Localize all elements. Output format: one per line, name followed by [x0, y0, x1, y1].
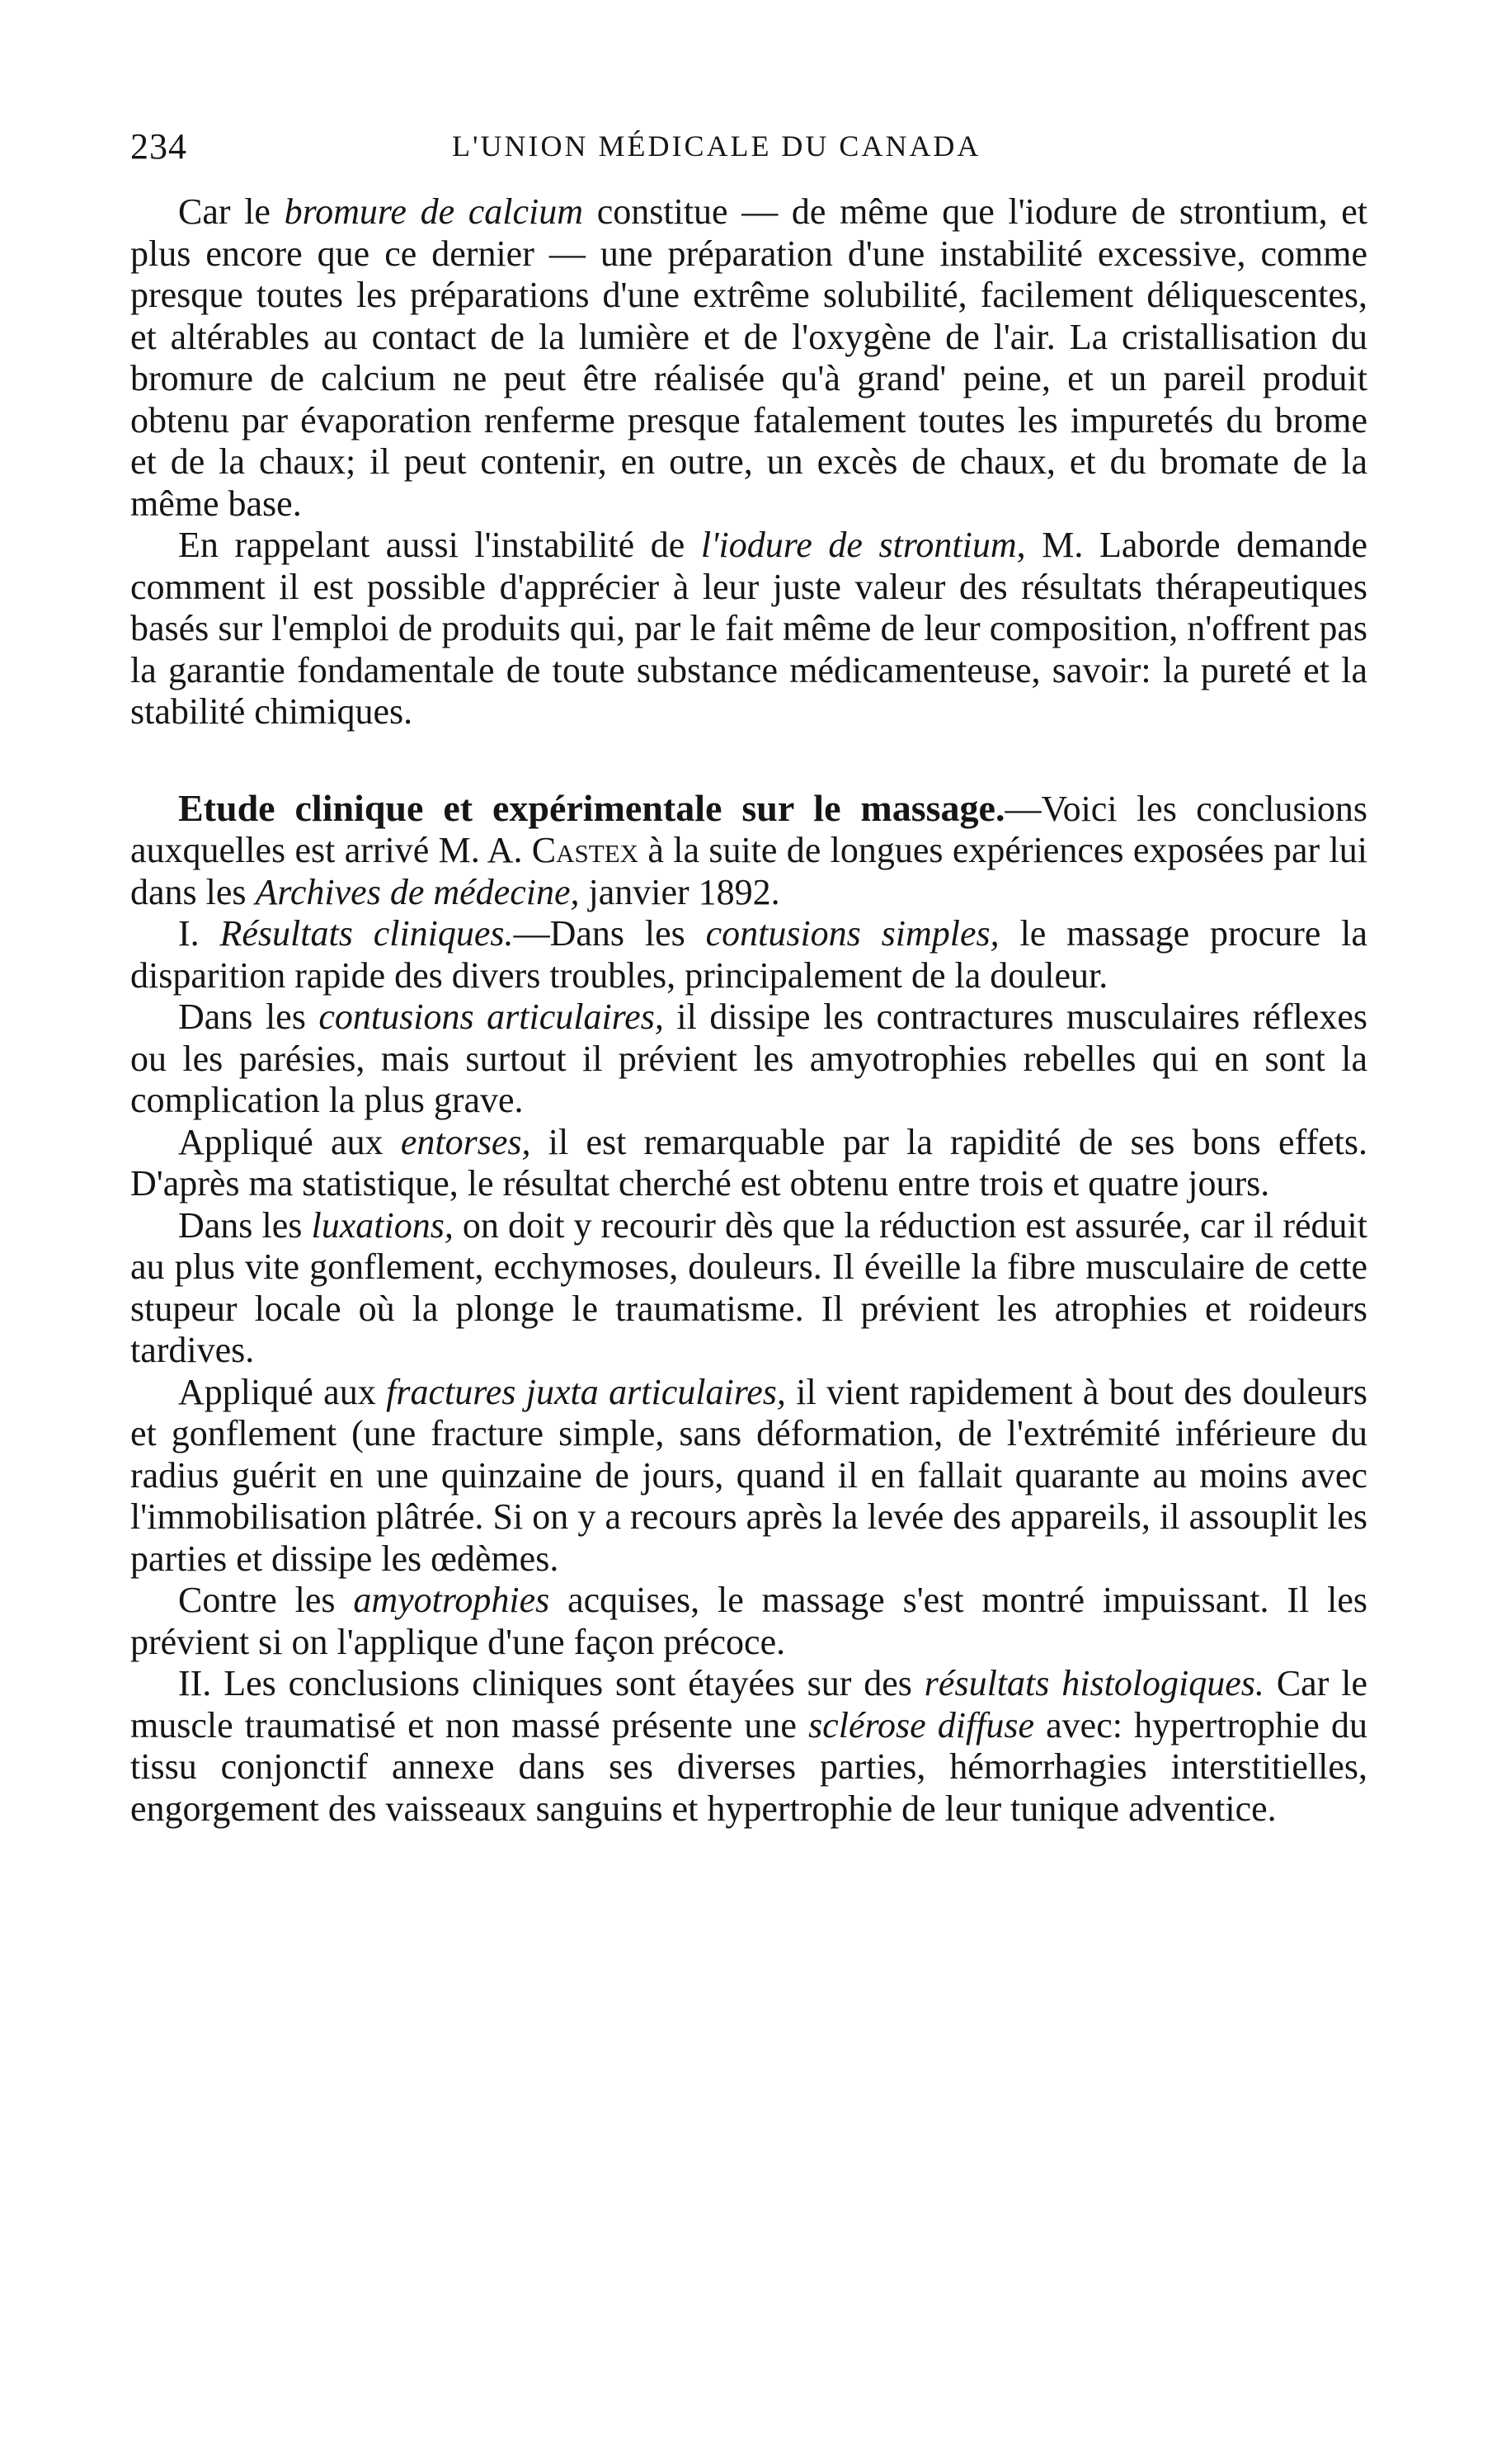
paragraph-entorses — [130, 1122, 1367, 1205]
text-run: à la suite de longues expériences exposées par lui dans les — [130, 830, 1367, 912]
emphasis: sclérose diffuse — [808, 1704, 1035, 1746]
text-run: il est remarquable par la rapidité de ses bons effets. D'après ma statistique, le résultat cherché est obtenu entre trois et quatre jours. — [130, 1121, 1367, 1204]
text-run: Car le muscle traumatisé et non massé présente une — [130, 1663, 1367, 1746]
text-run: il vient rapidement à bout des douleurs et gonflement (une fracture simple, sans déformation, de l'extrémité inférieure du radius guérit en une quinzaine de jours, quand il en fallait quarante au moins avec l'immobilisation plâtrée. Si on y a recours après la levée des appareils, il assouplit les parties et dissipe les œdèmes. — [130, 1371, 1367, 1579]
emphasis: l'iodure de strontium — [700, 525, 1017, 565]
paragraph-resultats-histologiques — [130, 1663, 1367, 1830]
text-run: Appliqué aux — [178, 1121, 401, 1162]
text-run: , M. Laborde demande comment il est possible d'apprécier à leur juste valeur des résultats thérapeutiques basés sur l'emploi de produits qui, par le fait même de leur composition, n'offrent pas la garantie fondamentale de toute substance médicamenteuse, savoir: la pureté et la stabilité chimiques. — [130, 525, 1367, 732]
text-run: Dans les — [178, 996, 319, 1037]
body-text — [130, 191, 1367, 1830]
running-title: L'UNION MÉDICALE DU CANADA — [452, 130, 981, 163]
paragraph-laborde — [130, 525, 1367, 733]
emphasis: contusions simples, — [705, 913, 1000, 954]
emphasis: entorses, — [400, 1121, 531, 1162]
emphasis: amyotrophies — [353, 1580, 550, 1620]
page-header — [130, 125, 1367, 175]
paragraph-fractures — [130, 1372, 1367, 1581]
text-run: En rappelant aussi l'instabilité de — [178, 525, 701, 565]
text-run: acquises, le massage s'est montré impuissant. Il les prévient si on l'applique d'une façon précoce. — [130, 1580, 1367, 1662]
journal-title: Archives de médecine, — [255, 871, 580, 912]
text-run: janvier 1892. — [579, 871, 780, 912]
text-run: —Dans les — [513, 913, 706, 954]
text-run: il dissipe les contractures musculaires réflexes ou les parésies, mais surtout il prévient les amyotrophies rebelles qui en sont la complication la plus grave. — [130, 996, 1367, 1120]
text-run: Appliqué aux — [178, 1371, 387, 1412]
text-run: Contre les — [178, 1580, 354, 1620]
text-run: I. — [178, 913, 220, 954]
text-run: —Voici les conclusions auxquelles est arrivé M. A. — [130, 788, 1368, 870]
paragraph-luxations — [130, 1205, 1367, 1372]
emphasis: luxations, — [311, 1204, 454, 1246]
text-run: constitue — de même que l'iodure de strontium, et plus encore que ce dernier — une préparation d'une instabilité excessive, comme presque toutes les préparations d'une extrême solubilité, facilement déliquescentes, et altérables au contact de la lumière et de l'oxygène de l'air. La cristallisation du bromure de calcium ne peut être réalisée qu'à grand' peine, et un pareil produit obtenu par évaporation renferme presque fatalement toutes les impuretés du brome et de la chaux; il peut contenir, en outre, un excès de chaux, et du bromate de la même base. — [130, 191, 1367, 524]
paragraph-contusions-articulaires — [130, 996, 1367, 1122]
emphasis: contusions articulaires, — [318, 996, 664, 1037]
text-run: le massage procure la disparition rapide des divers troubles, principalement de la douleur. — [130, 913, 1367, 996]
text-run: on doit y recourir dès que la réduction est assurée, car il réduit au plus vite gonflement, ecchymoses, douleurs. Il éveille la fibre musculaire de cette stupeur locale où la plonge le traumatisme. Il prévient les atrophies et roideurs tardives. — [130, 1204, 1367, 1370]
text-run: Dans les — [178, 1204, 312, 1246]
text-run: Car le — [178, 191, 285, 232]
text-run: II. Les conclusions cliniques sont étayées sur des — [178, 1663, 925, 1703]
page-number: 234 — [130, 126, 187, 167]
text-run: avec: hypertrophie du tissu conjonctif annexe dans ses diverses parties, hémorrhagies interstitielles, engorgement des vaisseaux sanguins et hypertrophie de leur tunique adventice. — [130, 1704, 1367, 1829]
paragraph-amyotrophies — [130, 1580, 1367, 1663]
emphasis: fractures juxta articulaires, — [386, 1371, 786, 1412]
paragraph-resultats-cliniques — [130, 913, 1367, 996]
emphasis: bromure de calcium — [284, 191, 584, 232]
section-heading: Etude clinique et expérimentale sur le massage. — [178, 786, 1005, 829]
emphasis: Résultats cliniques. — [219, 913, 514, 954]
paragraph-bromure — [130, 191, 1367, 525]
author-name: Castex — [531, 830, 639, 870]
emphasis: résultats histologiques. — [924, 1663, 1264, 1703]
paragraph-massage-intro — [130, 788, 1367, 914]
